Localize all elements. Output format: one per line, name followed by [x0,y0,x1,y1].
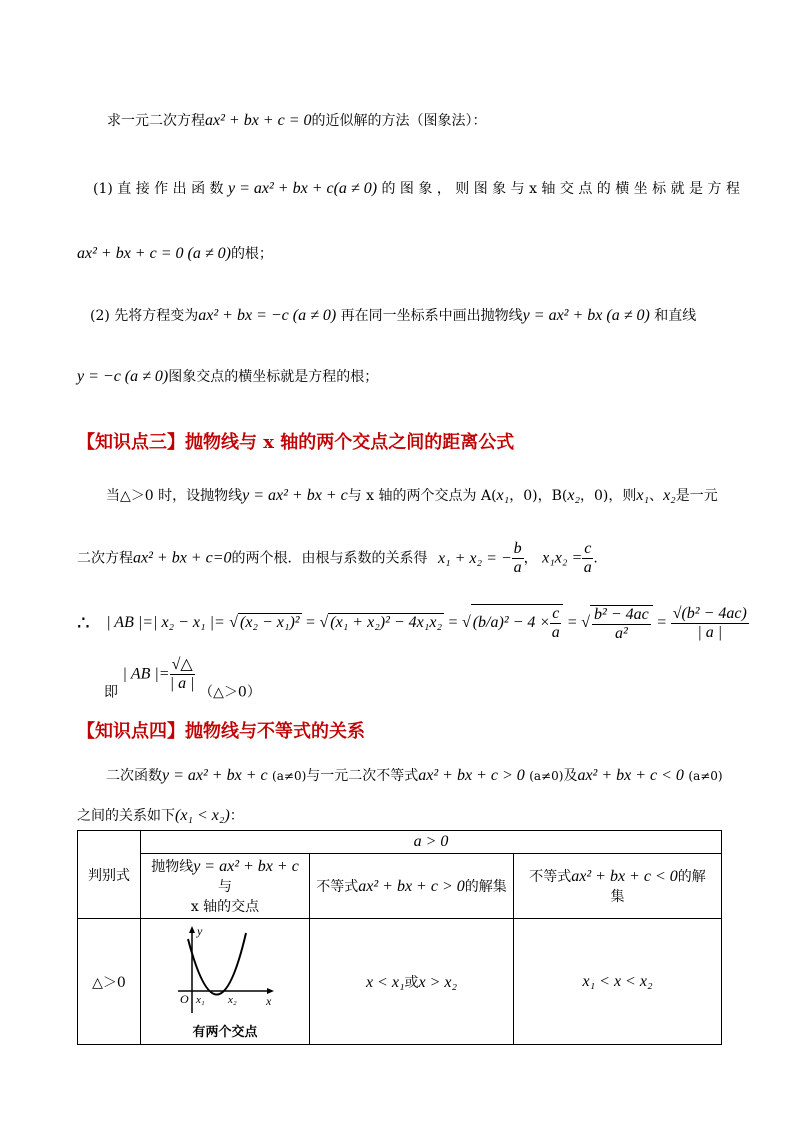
section3-p2 [77,540,598,577]
frac-den: a [551,624,560,641]
frac-den: a² [615,624,628,642]
section3-heading: 【知识点三】抛物线与 x 轴的两个交点之间的距离公式 [77,432,515,453]
p2-condition: (x₁ < x₂) [175,807,230,824]
parabola-graph [170,923,280,1019]
p1-function: y = ax² + bx + c [162,767,268,784]
parabola-curve [188,933,246,995]
section4-heading: 【知识点四】抛物线与不等式的关系 [77,721,365,742]
p1-x2: x₂ [567,487,581,504]
p1-cond1: (a≠0) [272,769,307,783]
p2-colon: ： [229,808,244,824]
frac-den: | a | [697,623,723,641]
step2-line: y = −c (a ≠ 0) [77,368,169,385]
header-parabola [141,854,310,919]
ab-step6-frac [671,605,749,642]
graph-caption: 有两个交点 [192,1025,258,1040]
p2-text: 二次方程 [77,550,133,567]
header-lt-set: 的解 [677,869,706,885]
header-lt-ineq: ax² + bx + c < 0 [571,868,678,885]
period: . [593,550,598,567]
equals: = [306,614,316,632]
x-axis-label: x [266,994,272,1008]
ab-step2: √ (x₂ − x₁)² [229,614,300,632]
header-lt-text: 不等式 [529,869,572,885]
step2-text: (2) 先将方程变为 [90,308,199,324]
p1-text-e: 是一元 [675,488,718,504]
header-gt-ineq: ax² + bx + c > 0 [358,878,465,895]
gt-or: 或 [404,974,419,991]
step1-text: (1) 直 接 作 出 函 数 [93,181,224,197]
row1-graph-cell [141,919,310,1045]
ab-step4-frac [550,605,561,642]
method-intro [107,110,487,130]
ab-final-frac [170,656,195,693]
step1-function: y = ax² + bx + c(a ≠ 0) [228,180,378,197]
frac-num: c [552,605,560,622]
row1-discriminant: △＞0 [78,919,141,1045]
header-parabola-intersect: x 轴的交点 [190,899,260,915]
intro-suffix: 的近似解的方法（图象法）： [311,113,487,129]
p2-text: 之间的关系如下 [77,808,175,824]
p2-text-b: 的两个根．由根与系数的关系得 [231,550,428,567]
distance-final [104,656,261,702]
step1-end: 的根； [230,246,273,262]
ab-step4: √ (b/a)² − 4 × $\frac{c}{a}$ [462,614,563,631]
sqrt-body: (x₂ − x₁)² [240,614,300,632]
ab-step1: | AB |=| x₂ − x₁ |= [106,614,225,632]
header-parabola-text: 抛物线 [151,859,194,875]
x2-label: x₂ [228,994,237,1006]
frac-num: √△ [171,656,193,673]
ab-final-condition: （△＞0） [199,684,261,701]
vieta-product-frac [582,540,593,577]
vieta-sum-frac [512,540,524,577]
method-step2-cont [77,366,378,386]
vieta-sum: x₁ + x₂ = − [437,549,512,567]
y-axis-label: y [197,924,203,938]
header-gt-text: 不等式 [316,879,359,895]
row1-lt-solution: x₁ < x < x₂ [514,919,722,1045]
intro-equation: ax² + bx + c = 0 [205,112,312,129]
p1-text-b: 与一元二次不等式 [306,768,419,784]
frac-den: a [583,559,592,576]
ab-step4-text: (b/a)² − 4 × [472,614,551,632]
gt-left: x < x₁ [365,973,405,991]
method-step1-cont [77,243,273,263]
equals: = [448,614,458,632]
p1-x2b: x₂ [663,487,676,504]
p1-ineq2: ax² + bx + c < 0 [577,767,684,784]
p2-equation: ax² + bx + c=0 [133,549,232,567]
p1-text-d: ，0)，则 [580,488,637,504]
frac-num: b [513,540,522,557]
relationship-table [77,830,722,1045]
sqrt-body: (x₁ + x₂)² − 4x₁x₂ [330,614,442,632]
method-step1 [93,178,740,198]
step2-suffix: 和直线 [654,308,697,324]
ab-step3: √ (x₁ + x₂)² − 4x₁x₂ [319,614,442,632]
vieta-product: x₁x₂ = [542,549,583,567]
header-a-positive: a > 0 [141,831,722,854]
frac-num: c [584,540,592,557]
header-discriminant: 判别式 [78,831,141,919]
header-gt-solution [310,854,514,919]
p1-cond2: (a≠0) [529,769,564,783]
ab-final-lhs: | AB |= [122,665,170,683]
step2-mid: 再在同一坐标系中画出抛物线 [340,308,523,324]
ab-step5: √ $\frac{\text{b² − 4ac}}{\text{a²}}$ [581,614,652,631]
equals: = [567,614,577,632]
method-step2 [90,305,696,325]
x1-label: x₁ [196,994,205,1006]
p1-text: 当△＞0 时，设抛物线 [106,488,243,504]
step1-suffix: 的 图 象 ， 则 图 象 与 x 轴 交 点 的 横 坐 标 就 是 方 程 [381,181,740,197]
distance-formula [77,604,749,643]
sqrt-body [471,604,564,642]
p1-text: 二次函数 [106,768,162,784]
frac-num: b² − 4ac [594,605,649,623]
frac-den: a [513,559,522,576]
p1-x1b: x₁ [636,487,650,504]
step2-parabola: y = ax² + bx (a ≠ 0) [522,307,650,324]
p1-cond3: (a≠0) [688,769,723,783]
p1-function: y = ax² + bx + c [242,487,348,504]
ab-step5-frac [590,605,653,643]
header-gt-set: 的解集 [464,879,507,895]
header-lt-set-end: 集 [610,889,625,905]
comma: ， [523,550,538,567]
intro-text: 求一元二次方程 [107,113,205,129]
header-lt-solution [514,854,722,919]
p1-x1: x₁ [496,487,510,504]
step1-equation: ax² + bx + c = 0 (a ≠ 0) [77,245,231,262]
header-parabola-yu: 与 [218,879,232,895]
p1-text-b: 与 x 轴的两个交点为 A( [347,488,497,504]
step2-end: 图象交点的横坐标就是方程的根； [168,369,379,385]
p1-ineq1: ax² + bx + c > 0 [418,767,525,784]
p1-text-c: ，0)，B( [509,488,568,504]
therefore-symbol: ∴ [77,612,90,635]
p1-sep: 、 [649,488,664,504]
section4-p1 [106,765,723,785]
y-axis-arrow [189,926,195,933]
step2-equation: ax² + bx = −c (a ≠ 0) [198,307,337,324]
gt-right: x > x₂ [418,973,458,991]
frac-den: | a | [169,675,195,692]
header-parabola-func: y = ax² + bx + c [193,858,299,875]
section3-p1 [106,485,718,505]
ji-text: 即 [104,684,118,701]
p1-text-c: 及 [563,768,578,784]
row1-gt-solution [310,919,514,1045]
section4-p2 [77,805,244,825]
origin-label: O [180,992,189,1006]
equals: = [657,614,667,632]
frac-num: √(b² − 4ac) [672,604,747,622]
